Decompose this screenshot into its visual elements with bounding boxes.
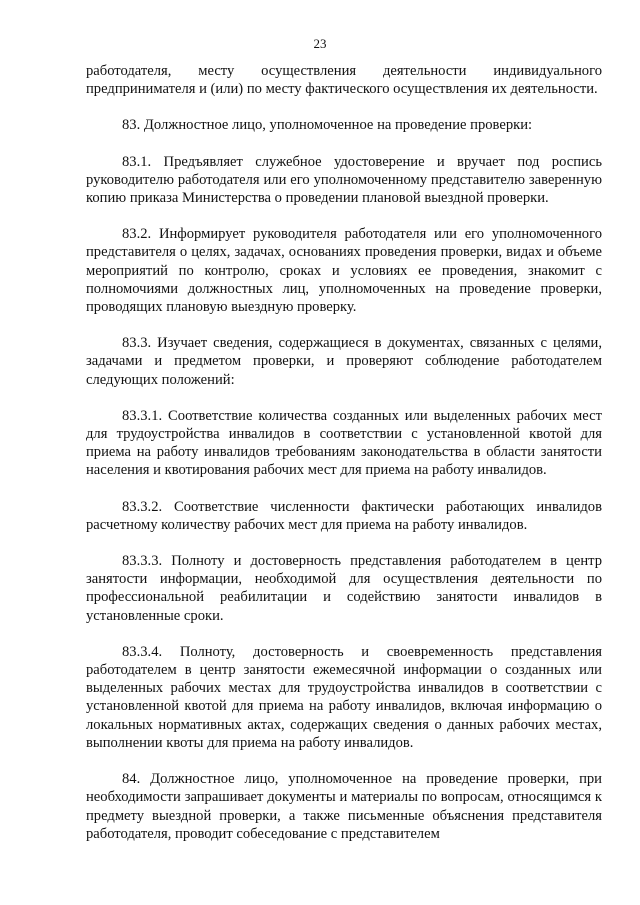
page-number: 23	[313, 36, 327, 51]
paragraph-84: 84. Должностное лицо, уполномоченное на проведение проверки, при необходимости запрашивает документы и материалы по вопросам, относящимся к предмету выездной проверки, а также письменные объяснения представителя работодателя, проводит собеседование с представителем	[86, 771, 602, 842]
paragraph-83-1: 83.1. Предъявляет служебное удостоверение и вручает под роспись руководителю работодателя или его уполномоченному представителю заверенную копию приказа Министерства о проведении плановой выездной проверки.	[86, 153, 602, 207]
paragraph-83-3-2: 83.3.2. Соответствие численности фактически работающих инвалидов расчетному количеству рабочих мест для приема на работу инвалидов.	[86, 498, 602, 533]
paragraph-83-3-1: 83.3.1. Соответствие количества созданных или выделенных рабочих мест для трудоустройства инвалидов в соответствии с установленной квотой для приема на работу инвалидов требованиям законодательства в области занятости населения и квотирования рабочих мест для приема на работу инвалидов.	[86, 407, 602, 479]
paragraph-83: 83. Должностное лицо, уполномоченное на проведение проверки:	[122, 117, 533, 134]
paragraph-83-3: 83.3. Изучает сведения, содержащиеся в документах, связанных с целями, задачами и предметом проверки, и проверяют соблюдение работодателем следующих положений:	[86, 335, 602, 388]
document-body	[86, 62, 602, 843]
paragraph-83-3-3: 83.3.3. Полноту и достоверность представления работодателем в центр занятости информации, необходимой для осуществления деятельности по профессиональной реабилитации и содействию занятости инвалидов в установленные сроки.	[86, 553, 602, 624]
paragraph-continuation: работодателя, месту осуществления деятельности индивидуального предпринимателя и (или) по месту фактического осуществления их деятельности.	[86, 63, 602, 98]
paragraph-83-2: 83.2. Информирует руководителя работодателя или его уполномоченного представителя о целях, задачах, основаниях проведения проверки, видах и объеме мероприятий по контролю, сроках и условиях ее проведения, знакомит с полномочиями должностных лиц, уполномоченных на проведение проверки, проводящих плановую выездную проверку.	[86, 226, 602, 316]
paragraph-83-3-4: 83.3.4. Полноту, достоверность и своевременность представления работодателем в центр занятости ежемесячной информации о созданных или выделенных рабочих местах для трудоустройства инвалидов в соответствии с установленной квотой для приема на работу инвалидов, включая информацию о локальных нормативных актах, содержащих сведения о данных рабочих местах, выполнении квоты для приема на работу инвалидов.	[86, 643, 602, 751]
